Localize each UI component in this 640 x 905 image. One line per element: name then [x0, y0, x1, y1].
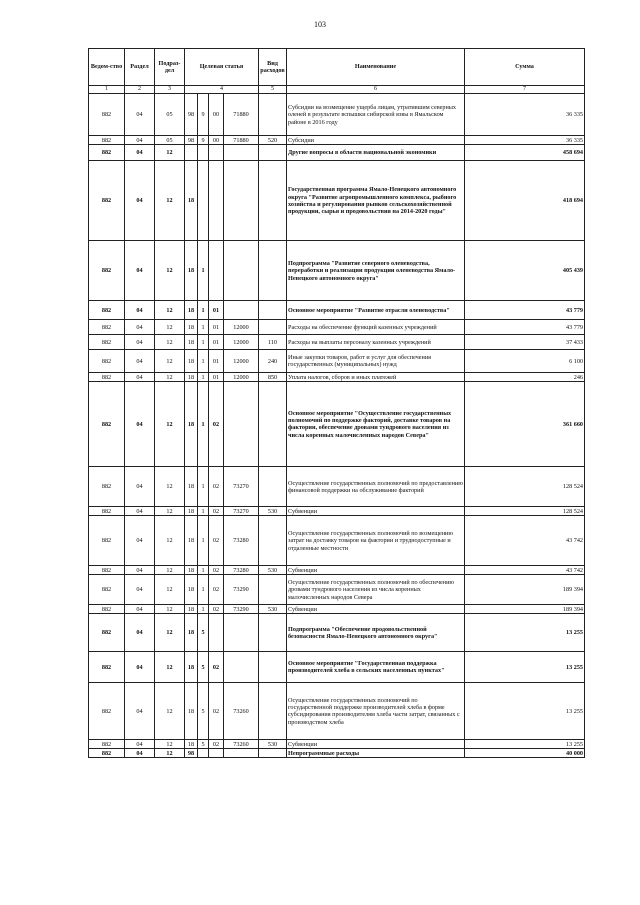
table-row [89, 614, 585, 652]
subsection-cell: 12 [155, 241, 185, 301]
table-row [89, 652, 585, 683]
target-event-cell: 01 [209, 373, 224, 382]
index-cell: 6 [287, 86, 465, 94]
target-code-cell: 73290 [224, 605, 259, 614]
target-subprogram-cell: 9 [198, 136, 209, 145]
name-cell: Субсидии [287, 136, 465, 145]
table-row [89, 136, 585, 145]
section-cell: 04 [125, 575, 155, 605]
table-row [89, 467, 585, 507]
amount-cell: 246 [465, 373, 585, 382]
name-cell: Осуществление государственных полномочий по обеспечению дровами тундрового населения из числа коренных малочисленных народов Севера [287, 575, 465, 605]
section-cell: 04 [125, 301, 155, 320]
target-subprogram-cell: 1 [198, 241, 209, 301]
exp-type-cell: 530 [259, 566, 287, 575]
target-code-cell [224, 145, 259, 161]
subsection-cell: 05 [155, 94, 185, 136]
name-cell: Расходы на обеспечение функций казенных учреждений [287, 320, 465, 335]
amount-cell: 36 335 [465, 94, 585, 136]
header-row [89, 49, 585, 86]
target-program-cell: 98 [185, 136, 198, 145]
subsection-cell: 05 [155, 136, 185, 145]
header-dept: Ведом-ство [89, 49, 125, 86]
dept-cell: 882 [89, 145, 125, 161]
amount-cell: 13 255 [465, 652, 585, 683]
target-code-cell [224, 161, 259, 241]
table-row [89, 382, 585, 467]
section-cell: 04 [125, 749, 155, 758]
dept-cell: 882 [89, 382, 125, 467]
subsection-cell: 12 [155, 683, 185, 740]
amount-cell: 40 000 [465, 749, 585, 758]
section-cell: 04 [125, 467, 155, 507]
exp-type-cell [259, 161, 287, 241]
name-cell: Основное мероприятие "Развитие отрасли оленеводства" [287, 301, 465, 320]
amount-cell: 43 779 [465, 320, 585, 335]
header-section: Раздел [125, 49, 155, 86]
target-event-cell: 01 [209, 335, 224, 350]
amount-cell: 6 100 [465, 350, 585, 373]
target-subprogram-cell: 1 [198, 382, 209, 467]
target-program-cell: 18 [185, 350, 198, 373]
target-subprogram-cell: 1 [198, 373, 209, 382]
section-cell: 04 [125, 516, 155, 566]
target-code-cell: 73270 [224, 507, 259, 516]
exp-type-cell [259, 145, 287, 161]
header-target: Целевая статья [185, 49, 259, 86]
target-subprogram-cell: 1 [198, 335, 209, 350]
dept-cell: 882 [89, 516, 125, 566]
dept-cell: 882 [89, 136, 125, 145]
target-event-cell [209, 241, 224, 301]
table-row [89, 145, 585, 161]
exp-type-cell [259, 652, 287, 683]
name-cell: Подпрограмма "Обеспечение продовольственной безопасности Ямало-Ненецкого автономного округа" [287, 614, 465, 652]
dept-cell: 882 [89, 241, 125, 301]
target-subprogram-cell: 1 [198, 507, 209, 516]
name-cell: Непрограммные расходы [287, 749, 465, 758]
amount-cell: 418 694 [465, 161, 585, 241]
target-event-cell: 02 [209, 652, 224, 683]
dept-cell: 882 [89, 614, 125, 652]
table-row [89, 373, 585, 382]
target-code-cell [224, 749, 259, 758]
exp-type-cell [259, 241, 287, 301]
name-cell: Подпрограмма "Развитие северного оленеводства, переработки и реализации продукции оленеводства Ямало-Ненецкого автономного округа" [287, 241, 465, 301]
target-program-cell [185, 145, 198, 161]
target-code-cell: 73280 [224, 566, 259, 575]
table-row [89, 301, 585, 320]
section-cell: 04 [125, 614, 155, 652]
target-program-cell: 18 [185, 241, 198, 301]
table-row [89, 507, 585, 516]
header-name: Наименование [287, 49, 465, 86]
exp-type-cell: 530 [259, 605, 287, 614]
section-cell: 04 [125, 382, 155, 467]
section-cell: 04 [125, 350, 155, 373]
dept-cell: 882 [89, 683, 125, 740]
target-event-cell: 02 [209, 467, 224, 507]
section-cell: 04 [125, 507, 155, 516]
amount-cell: 405 439 [465, 241, 585, 301]
amount-cell: 36 335 [465, 136, 585, 145]
target-event-cell [209, 614, 224, 652]
exp-type-cell: 240 [259, 350, 287, 373]
exp-type-cell [259, 94, 287, 136]
exp-type-cell [259, 575, 287, 605]
target-subprogram-cell: 1 [198, 575, 209, 605]
name-cell: Основное мероприятие "Осуществление государственных полномочий по поддержке факторий, доставке товаров на фактории, обеспечение дровами тундрового населения из числа коренных малочисленных народов Севера" [287, 382, 465, 467]
index-row [89, 86, 585, 94]
target-subprogram-cell: 5 [198, 740, 209, 749]
target-event-cell [209, 145, 224, 161]
subsection-cell: 12 [155, 145, 185, 161]
target-program-cell: 18 [185, 652, 198, 683]
amount-cell: 189 394 [465, 605, 585, 614]
dept-cell: 882 [89, 94, 125, 136]
target-subprogram-cell [198, 161, 209, 241]
exp-type-cell: 850 [259, 373, 287, 382]
table-row [89, 740, 585, 749]
exp-type-cell [259, 683, 287, 740]
target-program-cell: 18 [185, 320, 198, 335]
exp-type-cell [259, 382, 287, 467]
amount-cell: 13 255 [465, 614, 585, 652]
subsection-cell: 12 [155, 614, 185, 652]
target-event-cell: 00 [209, 136, 224, 145]
exp-type-cell: 520 [259, 136, 287, 145]
section-cell: 04 [125, 161, 155, 241]
subsection-cell: 12 [155, 335, 185, 350]
target-program-cell: 98 [185, 94, 198, 136]
header-amount: Сумма [465, 49, 585, 86]
table-row [89, 516, 585, 566]
target-code-cell [224, 241, 259, 301]
dept-cell: 882 [89, 575, 125, 605]
target-program-cell: 18 [185, 161, 198, 241]
table-row [89, 575, 585, 605]
target-subprogram-cell: 1 [198, 566, 209, 575]
target-event-cell: 02 [209, 566, 224, 575]
subsection-cell: 12 [155, 382, 185, 467]
subsection-cell: 12 [155, 575, 185, 605]
target-code-cell [224, 652, 259, 683]
table-row [89, 241, 585, 301]
name-cell: Иные закупки товаров, работ и услуг для обеспечения государственных (муниципальных) нужд [287, 350, 465, 373]
target-program-cell: 18 [185, 382, 198, 467]
target-event-cell: 01 [209, 301, 224, 320]
exp-type-cell: 530 [259, 507, 287, 516]
target-event-cell [209, 161, 224, 241]
target-code-cell: 71880 [224, 94, 259, 136]
header-subsection: Подраз-дел [155, 49, 185, 86]
section-cell: 04 [125, 683, 155, 740]
table-row [89, 94, 585, 136]
amount-cell: 43 742 [465, 566, 585, 575]
dept-cell: 882 [89, 301, 125, 320]
dept-cell: 882 [89, 350, 125, 373]
target-program-cell: 98 [185, 749, 198, 758]
target-program-cell: 18 [185, 683, 198, 740]
target-code-cell: 73290 [224, 575, 259, 605]
amount-cell: 458 694 [465, 145, 585, 161]
target-subprogram-cell [198, 145, 209, 161]
target-event-cell: 02 [209, 683, 224, 740]
amount-cell: 43 779 [465, 301, 585, 320]
section-cell: 04 [125, 605, 155, 614]
amount-cell: 189 394 [465, 575, 585, 605]
target-program-cell: 18 [185, 516, 198, 566]
target-program-cell: 18 [185, 740, 198, 749]
target-event-cell: 02 [209, 740, 224, 749]
target-program-cell: 18 [185, 605, 198, 614]
subsection-cell: 12 [155, 652, 185, 683]
target-program-cell: 18 [185, 467, 198, 507]
section-cell: 04 [125, 740, 155, 749]
name-cell: Другие вопросы в области национальной экономики [287, 145, 465, 161]
exp-type-cell [259, 749, 287, 758]
target-subprogram-cell: 1 [198, 320, 209, 335]
index-cell: 1 [89, 86, 125, 94]
section-cell: 04 [125, 373, 155, 382]
target-event-cell: 00 [209, 94, 224, 136]
target-code-cell: 12000 [224, 320, 259, 335]
target-event-cell: 02 [209, 516, 224, 566]
target-event-cell: 02 [209, 575, 224, 605]
exp-type-cell: 530 [259, 740, 287, 749]
target-event-cell: 02 [209, 507, 224, 516]
dept-cell: 882 [89, 373, 125, 382]
name-cell: Субвенции [287, 566, 465, 575]
subsection-cell: 12 [155, 605, 185, 614]
table-row [89, 683, 585, 740]
target-program-cell: 18 [185, 507, 198, 516]
subsection-cell: 12 [155, 301, 185, 320]
target-program-cell: 18 [185, 335, 198, 350]
name-cell: Уплата налогов, сборов и иных платежей [287, 373, 465, 382]
amount-cell: 13 255 [465, 683, 585, 740]
target-event-cell: 01 [209, 350, 224, 373]
target-code-cell: 12000 [224, 335, 259, 350]
exp-type-cell [259, 301, 287, 320]
table-row [89, 605, 585, 614]
target-program-cell: 18 [185, 301, 198, 320]
index-cell: 2 [125, 86, 155, 94]
target-code-cell: 12000 [224, 350, 259, 373]
target-subprogram-cell: 9 [198, 94, 209, 136]
target-code-cell: 71880 [224, 136, 259, 145]
section-cell: 04 [125, 566, 155, 575]
target-event-cell: 02 [209, 605, 224, 614]
target-event-cell: 02 [209, 382, 224, 467]
target-program-cell: 18 [185, 614, 198, 652]
dept-cell: 882 [89, 335, 125, 350]
dept-cell: 882 [89, 320, 125, 335]
dept-cell: 882 [89, 566, 125, 575]
subsection-cell: 12 [155, 467, 185, 507]
target-code-cell: 73260 [224, 740, 259, 749]
target-subprogram-cell: 5 [198, 652, 209, 683]
exp-type-cell [259, 614, 287, 652]
target-code-cell [224, 382, 259, 467]
table-row [89, 320, 585, 335]
subsection-cell: 12 [155, 161, 185, 241]
section-cell: 04 [125, 94, 155, 136]
subsection-cell: 12 [155, 320, 185, 335]
amount-cell: 128 524 [465, 507, 585, 516]
name-cell: Субсидии на возмещение ущерба лицам, утратившим северных оленей в результате вспышки сибирской язвы в Ямальском районе в 2016 году [287, 94, 465, 136]
dept-cell: 882 [89, 507, 125, 516]
subsection-cell: 12 [155, 740, 185, 749]
name-cell: Осуществление государственных полномочий по государственной поддержке производителей хлеба в форме субсидирования производителям хлеба части затрат, связанных с производством хлеба [287, 683, 465, 740]
amount-cell: 13 255 [465, 740, 585, 749]
target-program-cell: 18 [185, 373, 198, 382]
target-program-cell: 18 [185, 566, 198, 575]
subsection-cell: 12 [155, 566, 185, 575]
budget-table [88, 48, 585, 758]
header-exp-type: Вид расходов [259, 49, 287, 86]
index-cell: 4 [185, 86, 259, 94]
subsection-cell: 12 [155, 373, 185, 382]
target-subprogram-cell: 5 [198, 614, 209, 652]
name-cell: Осуществление государственных полномочий по возмещению затрат на доставку товаров на фактории и труднодоступные и отдаленные местности [287, 516, 465, 566]
name-cell: Субвенции [287, 507, 465, 516]
subsection-cell: 12 [155, 507, 185, 516]
target-code-cell: 73260 [224, 683, 259, 740]
target-code-cell: 73280 [224, 516, 259, 566]
target-program-cell: 18 [185, 575, 198, 605]
target-code-cell: 73270 [224, 467, 259, 507]
name-cell: Государственная программа Ямало-Ненецкого автономного округа "Развитие агропромышленного комплекса, рыбного хозяйства и регулирования рынков сельскохозяйственной продукции, сырья и продовольствия на 2014-2020 годы" [287, 161, 465, 241]
index-cell: 3 [155, 86, 185, 94]
index-cell: 7 [465, 86, 585, 94]
target-code-cell: 12000 [224, 373, 259, 382]
section-cell: 04 [125, 320, 155, 335]
exp-type-cell [259, 320, 287, 335]
target-subprogram-cell: 1 [198, 605, 209, 614]
amount-cell: 43 742 [465, 516, 585, 566]
exp-type-cell [259, 516, 287, 566]
table-row [89, 749, 585, 758]
section-cell: 04 [125, 652, 155, 683]
table-row [89, 335, 585, 350]
name-cell: Расходы на выплаты персоналу казенных учреждений [287, 335, 465, 350]
subsection-cell: 12 [155, 749, 185, 758]
target-code-cell [224, 614, 259, 652]
name-cell: Субвенции [287, 605, 465, 614]
amount-cell: 361 660 [465, 382, 585, 467]
table-row [89, 161, 585, 241]
dept-cell: 882 [89, 749, 125, 758]
index-cell: 5 [259, 86, 287, 94]
section-cell: 04 [125, 145, 155, 161]
name-cell: Осуществление государственных полномочий по предоставлению финансовой поддержки на обслуживание факторий [287, 467, 465, 507]
target-code-cell [224, 301, 259, 320]
table-row [89, 566, 585, 575]
target-subprogram-cell: 1 [198, 516, 209, 566]
subsection-cell: 12 [155, 350, 185, 373]
dept-cell: 882 [89, 605, 125, 614]
target-subprogram-cell [198, 749, 209, 758]
section-cell: 04 [125, 335, 155, 350]
dept-cell: 882 [89, 467, 125, 507]
target-subprogram-cell: 1 [198, 350, 209, 373]
target-event-cell: 01 [209, 320, 224, 335]
dept-cell: 882 [89, 161, 125, 241]
table-body [89, 94, 585, 758]
amount-cell: 128 524 [465, 467, 585, 507]
exp-type-cell: 110 [259, 335, 287, 350]
page-number: 103 [314, 20, 326, 29]
subsection-cell: 12 [155, 516, 185, 566]
section-cell: 04 [125, 136, 155, 145]
table-row [89, 350, 585, 373]
target-event-cell [209, 749, 224, 758]
target-subprogram-cell: 1 [198, 301, 209, 320]
name-cell: Субвенции [287, 740, 465, 749]
exp-type-cell [259, 467, 287, 507]
name-cell: Основное мероприятие "Государственная поддержка производителей хлеба в сельских населенных пунктах" [287, 652, 465, 683]
target-subprogram-cell: 5 [198, 683, 209, 740]
target-subprogram-cell: 1 [198, 467, 209, 507]
amount-cell: 37 433 [465, 335, 585, 350]
section-cell: 04 [125, 241, 155, 301]
dept-cell: 882 [89, 740, 125, 749]
dept-cell: 882 [89, 652, 125, 683]
